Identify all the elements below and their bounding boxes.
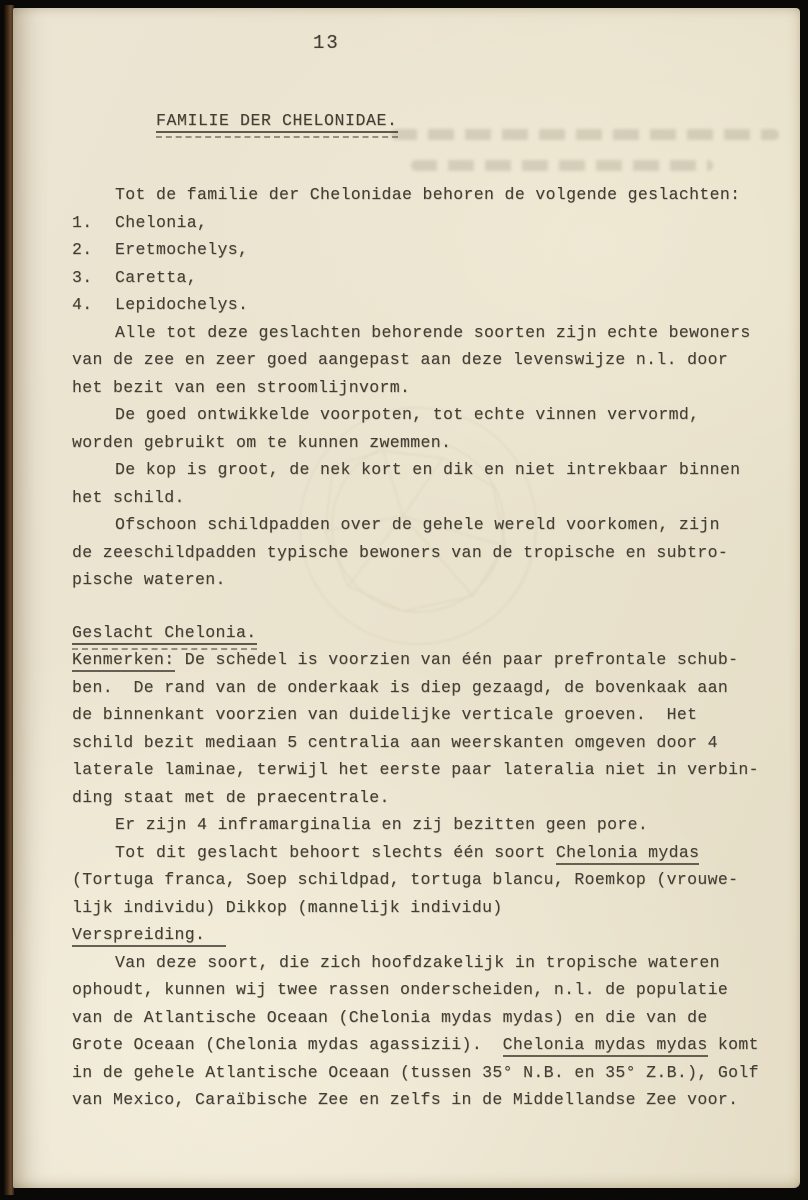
typewritten-text-block [72,92,782,1114]
main-heading [72,92,782,157]
genus-list-item [72,291,782,319]
text-segment: Lepidochelys. [115,295,249,314]
list-number: 4. [72,295,93,314]
text-line [72,1059,782,1087]
text-segment: Chelonia, [115,212,208,232]
text-segment: de binnenkant voorzien van duidelijke verticale groeven. Het [72,705,698,724]
text-line [72,674,782,702]
text-line [72,839,782,867]
text-segment: Ofschoon schildpadden over de gehele wereld voorkomen, zijn [115,515,720,534]
genus-list-item [72,264,782,292]
subsection-heading [72,921,782,949]
text-line [72,976,782,1004]
text-line [72,646,782,674]
text-segment: Eretmochelys, [115,240,249,259]
text-line [72,346,782,374]
text-line [72,511,782,539]
list-number: 2. [72,240,93,259]
text-segment: de zeeschildpadden typische bewoners van de tropische en subtro- [72,542,729,562]
text-segment: schild bezit mediaan 5 centralia aan weerskanten omgeven door 4 [72,732,718,752]
text-segment: De schedel is voorzien van één paar prefrontale schub- [174,650,739,669]
page-number: 13 [313,32,340,54]
text-line [72,701,782,729]
text-line [72,566,782,594]
main-heading-underline [156,111,398,138]
text-segment: Tot de familie der Chelonidae behoren de volgende geslachten: [115,185,741,204]
text-segment: De goed ontwikkelde voorpoten, tot echte vinnen vervormd, [115,405,700,424]
text-line [72,894,782,922]
text-line [72,456,782,484]
text-line [72,319,782,347]
genus-list-item [72,236,782,264]
blank-line [72,594,782,619]
text-segment: het bezit van een stroomlijnvorm. [72,377,411,397]
text-segment: Er zijn 4 inframarginalia en zij bezitten geen pore. [115,815,649,834]
list-number: 1. [72,212,93,232]
text-segment: pische wateren. [72,570,226,589]
text-line [72,756,782,784]
text-line [72,1004,782,1032]
text-segment: lijk individu) Dikkop (mannelijk individu) [72,897,503,917]
document-page [13,8,800,1188]
text-line [72,866,782,894]
text-segment: het schild. [72,487,185,507]
genus-list-item [72,209,782,237]
text-line [72,401,782,429]
text-segment: Grote Oceaan (Chelonia mydas agassizii). [72,1035,503,1054]
text-segment: Caretta, [115,267,198,287]
text-segment: De kop is groot, de nek kort en dik en niet intrekbaar binnen [115,460,741,479]
text-segment: van de Atlantische Oceaan (Chelonia mydas mydas) en die van de [72,1007,708,1027]
text-segment: (Tortuga franca, Soep schildpad, tortuga blancu, Roemkop (vrouwe- [72,870,739,889]
text-segment: Tot dit geslacht behoort slechts één soort [115,842,556,862]
section-heading [72,619,782,647]
text-line [72,429,782,457]
text-line [72,181,782,209]
main-heading-text: FAMILIE DER CHELONIDAE. [156,111,398,133]
text-segment: Alle tot deze geslachten behorende soorten zijn echte bewoners [115,322,751,342]
underlined-text: Kenmerken: [72,650,175,672]
text-segment: van Mexico, Caraïbische Zee en zelfs in de Middellandse Zee voor. [72,1090,739,1109]
text-segment: Van deze soort, die zich hoofdzakelijk in tropische wateren [115,952,720,972]
text-line [72,811,782,839]
text-line [72,1031,782,1059]
text-segment: ding staat met de praecentrale. [72,787,390,807]
underlined-text: Geslacht Chelonia. [72,623,257,645]
text-line [72,374,782,402]
text-segment: ben. De rand van de onderkaak is diep gezaagd, de bovenkaak aan [72,677,729,697]
text-line [72,784,782,812]
body-text [72,181,782,1114]
text-line [72,539,782,567]
text-segment: ophoudt, kunnen wij twee rassen onderscheiden, n.l. de populatie [72,980,729,999]
text-line [72,729,782,757]
underlined-text: Verspreiding. [72,925,226,947]
text-line [72,1086,782,1114]
text-line [72,949,782,977]
text-line [72,484,782,512]
text-segment: laterale laminae, terwijl het eerste paar lateralia niet in verbin- [72,760,759,779]
text-segment: komt [707,1035,759,1054]
underlined-text: Chelonia mydas [556,843,700,865]
text-segment: in de gehele Atlantische Oceaan (tussen 35° N.B. en 35° Z.B.), Golf [72,1062,759,1082]
underlined-text: Chelonia mydas mydas [503,1035,708,1057]
list-number: 3. [72,267,93,287]
text-segment: worden gebruikt om te kunnen zwemmen. [72,432,452,452]
text-segment: van de zee en zeer goed aangepast aan deze levenswijze n.l. door [72,350,729,369]
